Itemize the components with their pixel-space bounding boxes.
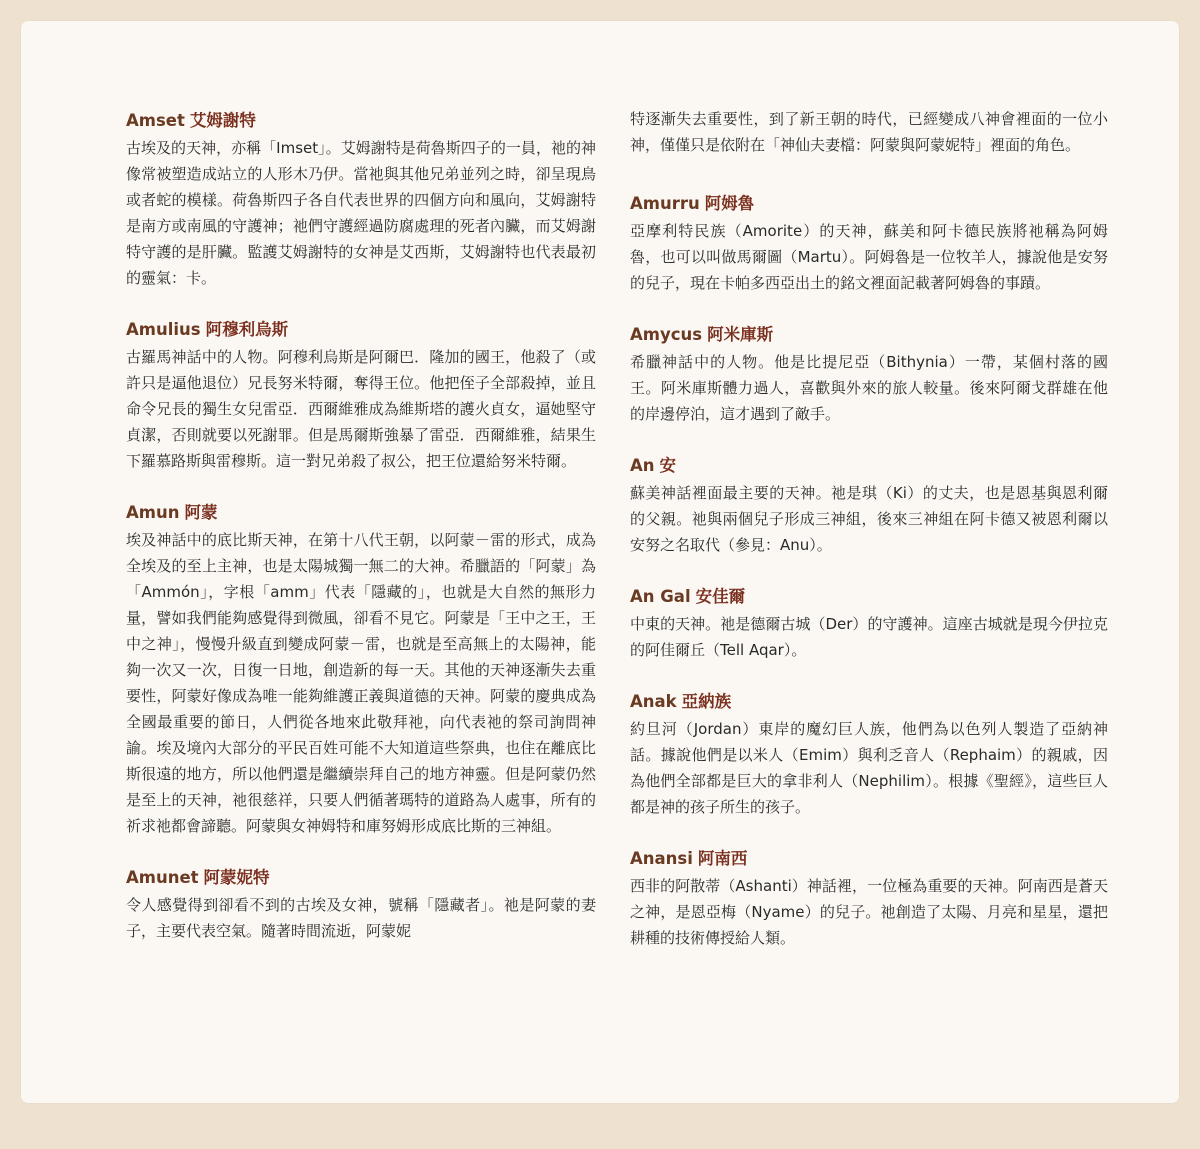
- entry-amun: [126, 500, 596, 839]
- entry-anak: [630, 689, 1108, 820]
- entry-title-en: Amunet: [126, 868, 199, 887]
- entry-title-zh: 安佳爾: [695, 587, 746, 606]
- entry-text: 希臘神話中的人物。他是比提尼亞（Bithynia）一帶，某個村落的國王。阿米庫斯體力過人，喜歡與外來的旅人較量。後來阿爾戈群雄在他的岸邊停泊，這才遇到了敵手。: [630, 353, 1108, 423]
- entry-text: 古埃及的天神，亦稱「Imset」。艾姆謝特是荷魯斯四子的一員，祂的神像常被塑造成站立的人形木乃伊。當祂與其他兄弟並列之時，卻呈現鳥或者蛇的模樣。荷魯斯四子各自代表世界的四個方向和風向，艾姆謝特是南方或南風的守護神；祂們守護經過防腐處理的死者內臟，而艾姆謝特守護的是肝臟。監護艾姆謝特的女神是艾西斯，艾姆謝特也代表最初的靈氣：卡。: [126, 139, 596, 287]
- entry-title-zh: 阿米庫斯: [707, 325, 774, 344]
- entry-title-zh: 艾姆謝特: [189, 111, 256, 130]
- left-column: [126, 108, 596, 970]
- entry-title-en: Amset: [126, 111, 185, 130]
- entry-title-zh: 亞納族: [681, 692, 732, 711]
- entry-heading: [126, 865, 596, 891]
- entry-text: 西非的阿散蒂（Ashanti）神話裡，一位極為重要的天神。阿南西是蒼天之神，是恩亞梅（Nyame）的兒子。祂創造了太陽、月亮和星星，還把耕種的技術傳授給人類。: [630, 877, 1108, 947]
- entry-an-gal: [630, 584, 1108, 663]
- entry-heading: [126, 108, 596, 134]
- right-column: [630, 106, 1108, 977]
- entry-title-en: Amun: [126, 503, 180, 522]
- entry-heading: [126, 500, 596, 526]
- entry-amunet-continued: [630, 106, 1108, 158]
- entry-title-en: An: [630, 456, 655, 475]
- entry-anansi: [630, 846, 1108, 951]
- entry-title-zh: 阿蒙: [184, 503, 218, 522]
- entry-text: 特逐漸失去重要性，到了新王朝的時代，已經變成八神會裡面的一位小神，僅僅只是依附在「神仙夫妻檔：阿蒙與阿蒙妮特」裡面的角色。: [630, 110, 1108, 154]
- entry-amset: [126, 108, 596, 291]
- entry-title-en: Amycus: [630, 325, 703, 344]
- entry-title-zh: 阿姆魯: [704, 194, 755, 213]
- entry-amurru: [630, 191, 1108, 296]
- entry-text: 令人感覺得到卻看不到的古埃及女神，號稱「隱藏者」。祂是阿蒙的妻子，主要代表空氣。隨著時間流逝，阿蒙妮: [126, 896, 596, 940]
- entry-heading: [126, 317, 596, 343]
- entry-title-en: Amulius: [126, 320, 201, 339]
- entry-amycus: [630, 322, 1108, 427]
- entry-title-en: Anansi: [630, 849, 693, 868]
- entry-title-zh: 安: [659, 456, 677, 475]
- entry-amulius: [126, 317, 596, 474]
- entry-title-en: Anak: [630, 692, 677, 711]
- entry-text: 亞摩利特民族（Amorite）的天神，蘇美和阿卡德民族將祂稱為阿姆魯，也可以叫做馬爾圖（Martu）。阿姆魯是一位牧羊人，據說他是安努的兒子，現在卡帕多西亞出土的銘文裡面記載著阿姆魯的事蹟。: [630, 222, 1108, 292]
- entry-title-zh: 阿穆利烏斯: [205, 320, 289, 339]
- entry-heading: [630, 584, 1108, 610]
- entry-title-zh: 阿南西: [697, 849, 748, 868]
- entry-heading: [630, 322, 1108, 348]
- entry-title-zh: 阿蒙妮特: [203, 868, 270, 887]
- entry-an: [630, 453, 1108, 558]
- entry-heading: [630, 689, 1108, 715]
- entry-text: 蘇美神話裡面最主要的天神。祂是琪（Ki）的丈夫，也是恩基與恩利爾的父親。祂與兩個兒子形成三神組，後來三神組在阿卡德又被恩利爾以安努之名取代（參見：Anu）。: [630, 484, 1108, 554]
- entry-text: 埃及神話中的底比斯天神，在第十八代王朝，以阿蒙－雷的形式，成為全埃及的至上主神，也是太陽城獨一無二的大神。希臘語的「阿蒙」為「Ammón」，字根「amm」代表「隱藏的」，也就是大自然的無形力量，譬如我們能夠感覺得到微風，卻看不見它。阿蒙是「王中之王，王中之神」，慢慢升級直到變成阿蒙－雷，也就是至高無上的太陽神，能夠一次又一次，日復一日地，創造新的每一天。其他的天神逐漸失去重要性，阿蒙好像成為唯一能夠維護正義與道德的天神。阿蒙的慶典成為全國最重要的節日，人們從各地來此敬拜祂，向代表祂的祭司詢問神諭。埃及境內大部分的平民百姓可能不大知道這些祭典，也住在離底比斯很遠的地方，所以他們還是繼續崇拜自己的地方神靈。但是阿蒙仍然是至上的天神，祂很慈祥，只要人們循著瑪特的道路為人處事，所有的祈求祂都會諦聽。阿蒙與女神姆特和庫努姆形成底比斯的三神組。: [126, 531, 596, 835]
- entry-heading: [630, 191, 1108, 217]
- page: [20, 20, 1180, 1104]
- entry-amunet: [126, 865, 596, 944]
- entry-text: 中東的天神。祂是德爾古城（Der）的守護神。這座古城就是現今伊拉克的阿佳爾丘（Tell Aqar）。: [630, 615, 1108, 659]
- entry-heading: [630, 453, 1108, 479]
- entry-title-en: An Gal: [630, 587, 691, 606]
- entry-text: 古羅馬神話中的人物。阿穆利烏斯是阿爾巴．隆加的國王，他殺了（或許只是逼他退位）兄長努米特爾，奪得王位。他把侄子全部殺掉，並且命令兄長的獨生女兒雷亞．西爾維雅成為維斯塔的護火貞女，逼她堅守貞潔，否則就要以死謝罪。但是馬爾斯強暴了雷亞．西爾維雅，結果生下羅慕路斯與雷穆斯。這一對兄弟殺了叔公，把王位還給努米特爾。: [126, 348, 596, 470]
- entry-heading: [630, 846, 1108, 872]
- entry-title-en: Amurru: [630, 194, 700, 213]
- entry-text: 約旦河（Jordan）東岸的魔幻巨人族，他們為以色列人製造了亞納神話。據說他們是以米人（Emim）與利乏音人（Rephaim）的親戚，因為他們全部都是巨大的拿非利人（Nephilim）。根據《聖經》，這些巨人都是神的孩子所生的孩子。: [630, 720, 1108, 816]
